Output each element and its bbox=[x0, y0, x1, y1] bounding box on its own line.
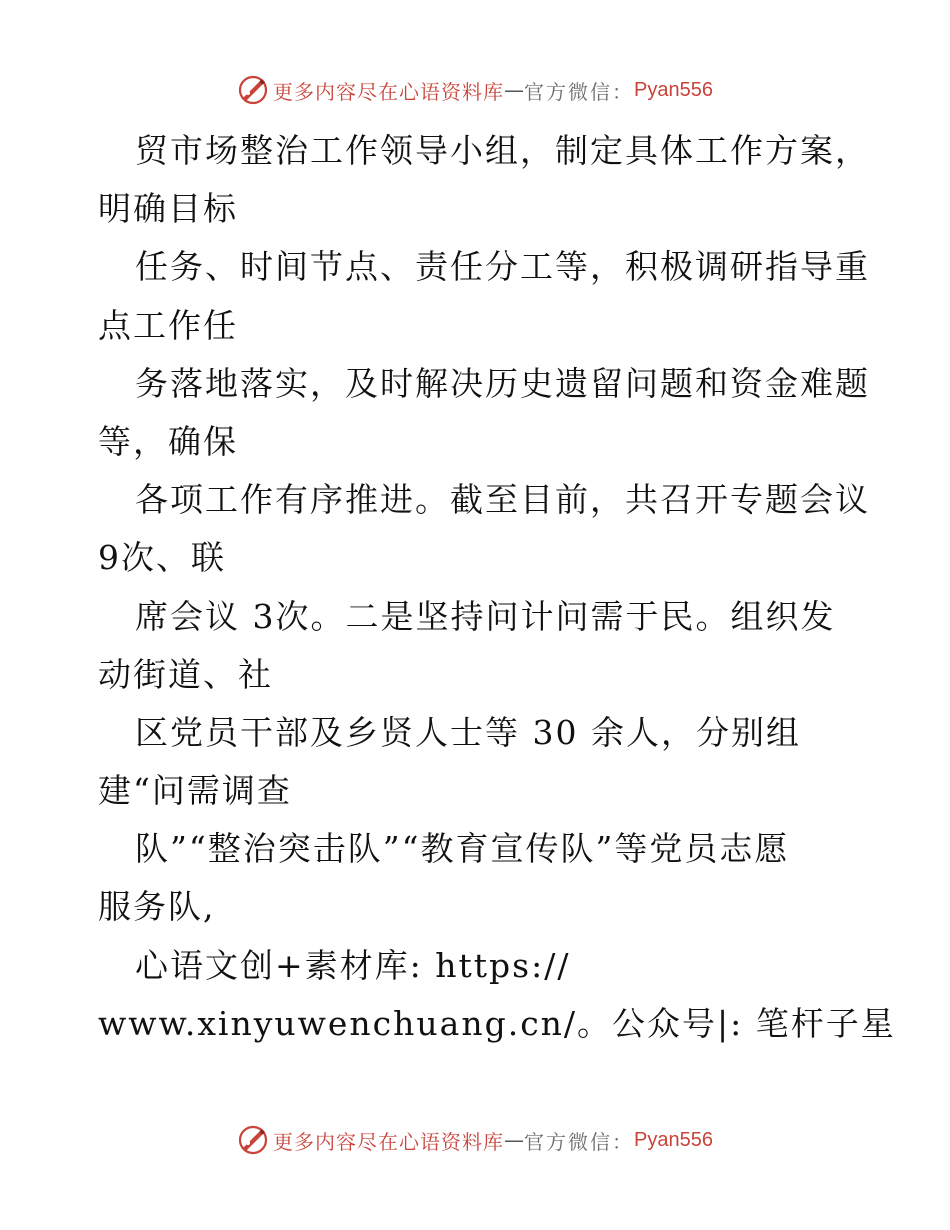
wechat-label: 官方微信： bbox=[524, 79, 635, 104]
header-watermark bbox=[0, 70, 950, 110]
body-line: 务落地落实，及时解决历史遗留问题和资金难题 bbox=[135, 363, 870, 403]
body-line: 贸市场整治工作领导小组，制定具体工作方案， bbox=[135, 131, 870, 170]
body-line: 各项工作有序推进。截至目前，共召开专题会议 bbox=[135, 480, 870, 520]
body-line: 席会议 3次。二是坚持问计问需于民。组织发 bbox=[135, 596, 836, 636]
pen-logo-icon bbox=[237, 1124, 269, 1156]
body-line: 队”“整治突击队”“教育宣传队”等党员志愿 bbox=[135, 829, 790, 869]
body-line: 建“问需调查 bbox=[98, 771, 292, 811]
wechat-id: Pyan556 bbox=[634, 1128, 713, 1151]
body-line: 心语文创+素材库: https:// bbox=[135, 945, 571, 985]
body-line: 任务、时间节点、责任分工等，积极调研指导重 bbox=[135, 247, 870, 287]
document-body bbox=[98, 122, 896, 1053]
pen-logo-icon bbox=[237, 74, 269, 106]
body-line: 服务队, bbox=[98, 887, 216, 927]
body-line: 区党员干部及乡贤人士等 30 余人，分别组 bbox=[135, 712, 801, 752]
banner-dash: — bbox=[504, 78, 525, 102]
wechat-label: 官方微信： bbox=[524, 1129, 635, 1154]
body-line: 等，确保 bbox=[98, 421, 238, 461]
footer-watermark bbox=[0, 1120, 950, 1160]
body-line: www.xinyuwenchuang.cn/。公众号|: 笔杆子星 bbox=[98, 1003, 896, 1043]
body-line: 点工作任 bbox=[98, 305, 238, 345]
body-line: 9次、联 bbox=[98, 538, 226, 578]
body-line: 动街道、社 bbox=[98, 654, 273, 694]
site-name: 更多内容尽在心语资料库 bbox=[273, 79, 505, 104]
banner-dash: — bbox=[504, 1128, 525, 1152]
site-name: 更多内容尽在心语资料库 bbox=[273, 1129, 505, 1154]
body-line: 明确目标 bbox=[98, 189, 238, 229]
wechat-id: Pyan556 bbox=[634, 78, 713, 101]
